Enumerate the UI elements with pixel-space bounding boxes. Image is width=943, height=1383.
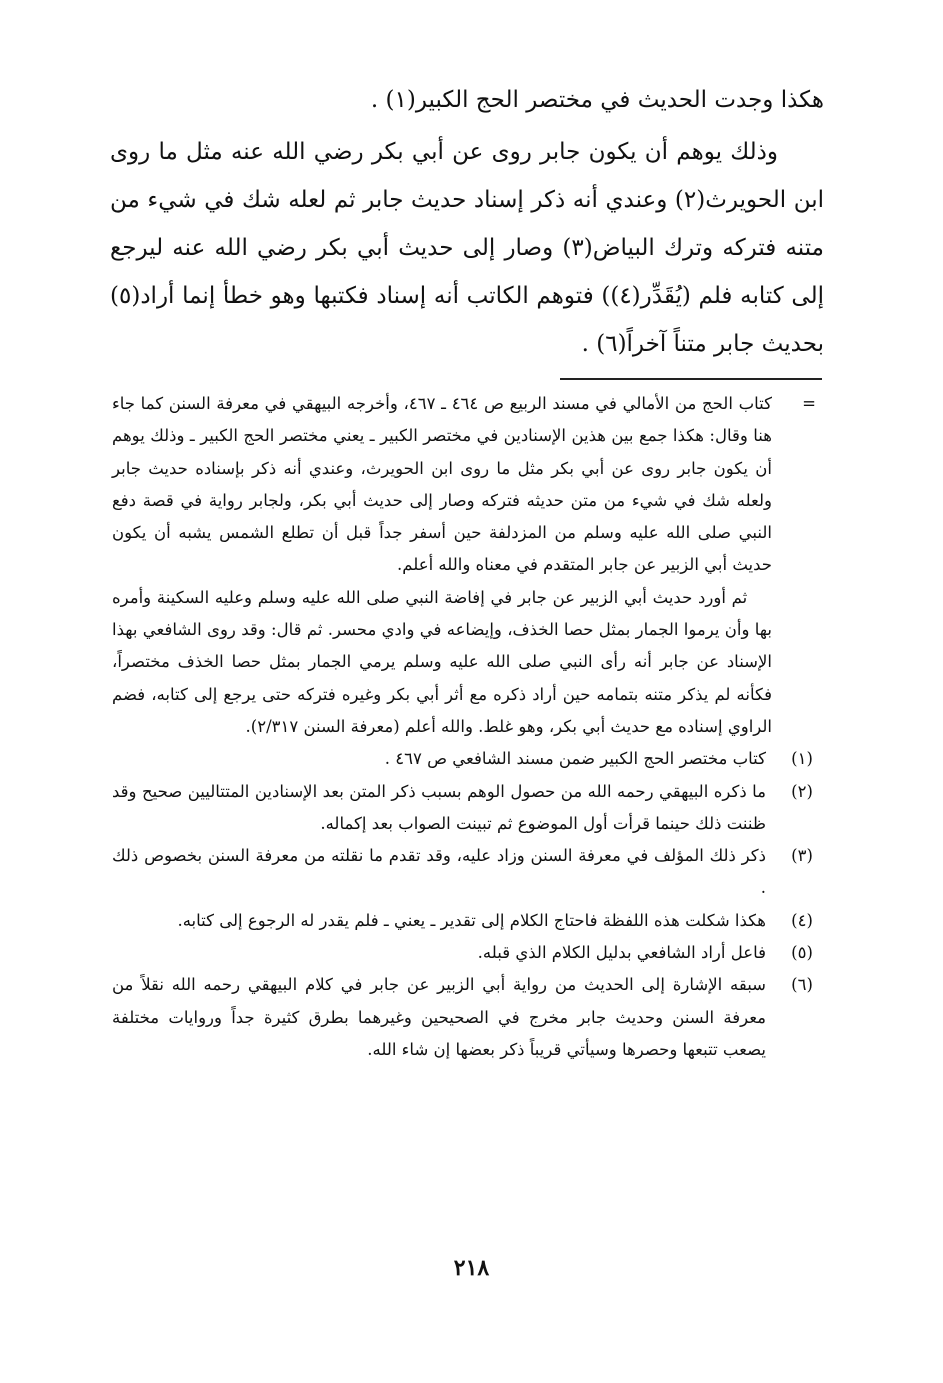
footnote-4 (112, 905, 824, 937)
footnote-2 (112, 776, 824, 841)
footnote-1 (112, 743, 824, 775)
continued-footnote (112, 388, 824, 743)
footnote-6 (112, 969, 824, 1066)
continued-paragraph-1: كتاب الحج من الأمالي في مسند الربيع ص ٤٦٤ ـ ٤٦٧، وأخرجه البيهقي في معرفة السنن كما جاء هنا وقال: هكذا جمع بين هذين الإسنادين في مختصر الكبير ـ يعني مختصر الحج الكبير ـ وذلك يوهم أن يكون جابر روى عن أبي بكر مثل ما روى ابن الحويرث، وعندي أنه ذكر بإسناده حديث جابر ولعله شك في شيء من متن حديثه فتركه وصار إلى حديث أبي بكر، ولجابر رواية في قصة دفع النبي صلى الله عليه وسلم من المزدلفة حين أسفر جداً قبل أن تطلع الشمس يشبه أن يكون حديث أبي الزبير عن جابر المتقدم في معناه والله أعلم. (112, 394, 772, 575)
main-text (110, 76, 824, 368)
footnotes-section (112, 388, 824, 1066)
footnote-text: ذكر ذلك المؤلف في معرفة السنن وزاد عليه، وقد تقدم ما نقلته من معرفة السنن بخصوص ذلك . (112, 846, 766, 898)
footnote-5 (112, 937, 824, 969)
main-paragraph: وذلك يوهم أن يكون جابر روى عن أبي بكر رضي الله عنه مثل ما روى ابن الحويرث(٢) وعندي أنه ذكر إسناد حديث جابر ثم لعله شك في شيء من متنه فتركه وترك البياض(٣) وصار إلى حديث أبي بكر رضي الله عنه ليرجع إلى كتابه فلم (يُقَدِّر(٤)) فتوهم الكاتب أنه إسناد فكتبها وهو خطأ إنما أراد(٥) بحديث جابر متناً آخراً(٦) . (110, 139, 824, 357)
page-number: ٢١٨ (453, 1255, 490, 1281)
footnote-text: هكذا شكلت هذه اللفظة فاحتاج الكلام إلى تقدير ـ يعني ـ فلم يقدر له الرجوع إلى كتابه. (177, 910, 766, 930)
footnote-number: (٣) (791, 846, 813, 866)
continuation-mark: = (802, 394, 816, 413)
footnote-number: (٦) (791, 975, 813, 995)
footnote-text: سبقه الإشارة إلى الحديث من رواية أبي الزبير عن جابر في كلام البيهقي رحمه الله نقلاً من معرفة السنن وحديث جابر مخرج في الصحيحين وغيرهما بطرق كثيرة جداً وروايات مختلفة يصعب تتبعها وحصرها وسيأتي قريباً ذكر بعضها إن شاء الله. (112, 975, 766, 1059)
footnote-separator (560, 378, 822, 380)
footnote-3 (112, 840, 824, 905)
lead-line: هكذا وجدت الحديث في مختصر الحج الكبير(١) . (370, 87, 824, 113)
footnote-number: (٤) (791, 910, 813, 930)
continued-paragraph-2: ثم أورد حديث أبي الزبير عن جابر في إفاضة النبي صلى الله عليه وسلم وعليه السكينة وأمره بها وأن يرموا الجمار بمثل حصا الخذف، وإيضاعه في وادي محسر. ثم قال: وقد روى الشافعي بهذا الإسناد عن جابر أنه رأى النبي صلى الله عليه وسلم يرمي الجمار بمثل حصا الخذف مختصراً، فكأنه لم يذكر متنه بتمامه حين أراد ذكره مع أثر أبي بكر وغيره فتركه حتى يرجع إلى كتابه، فضم الراوي إسناده مع حديث أبي بكر، وهو غلط. والله أعلم (معرفة السنن ٢/٣١٧). (112, 587, 772, 736)
footnote-text: فاعل أراد الشافعي بدليل الكلام الذي قبله. (477, 943, 766, 963)
footnote-number: (٢) (791, 781, 813, 801)
footnote-number: (٥) (791, 943, 813, 963)
footnote-text: كتاب مختصر الحج الكبير ضمن مسند الشافعي ص ٤٦٧ . (384, 749, 766, 769)
footnote-text: ما ذكره البيهقي رحمه الله من حصول الوهم بسبب ذكر المتن بعد الإسنادين المتتاليين صحيح وقد ظننت ذلك حينما قرأت أول الموضوع ثم تبينت الصواب بعد إكماله. (112, 781, 766, 833)
footnote-number: (١) (791, 749, 813, 769)
